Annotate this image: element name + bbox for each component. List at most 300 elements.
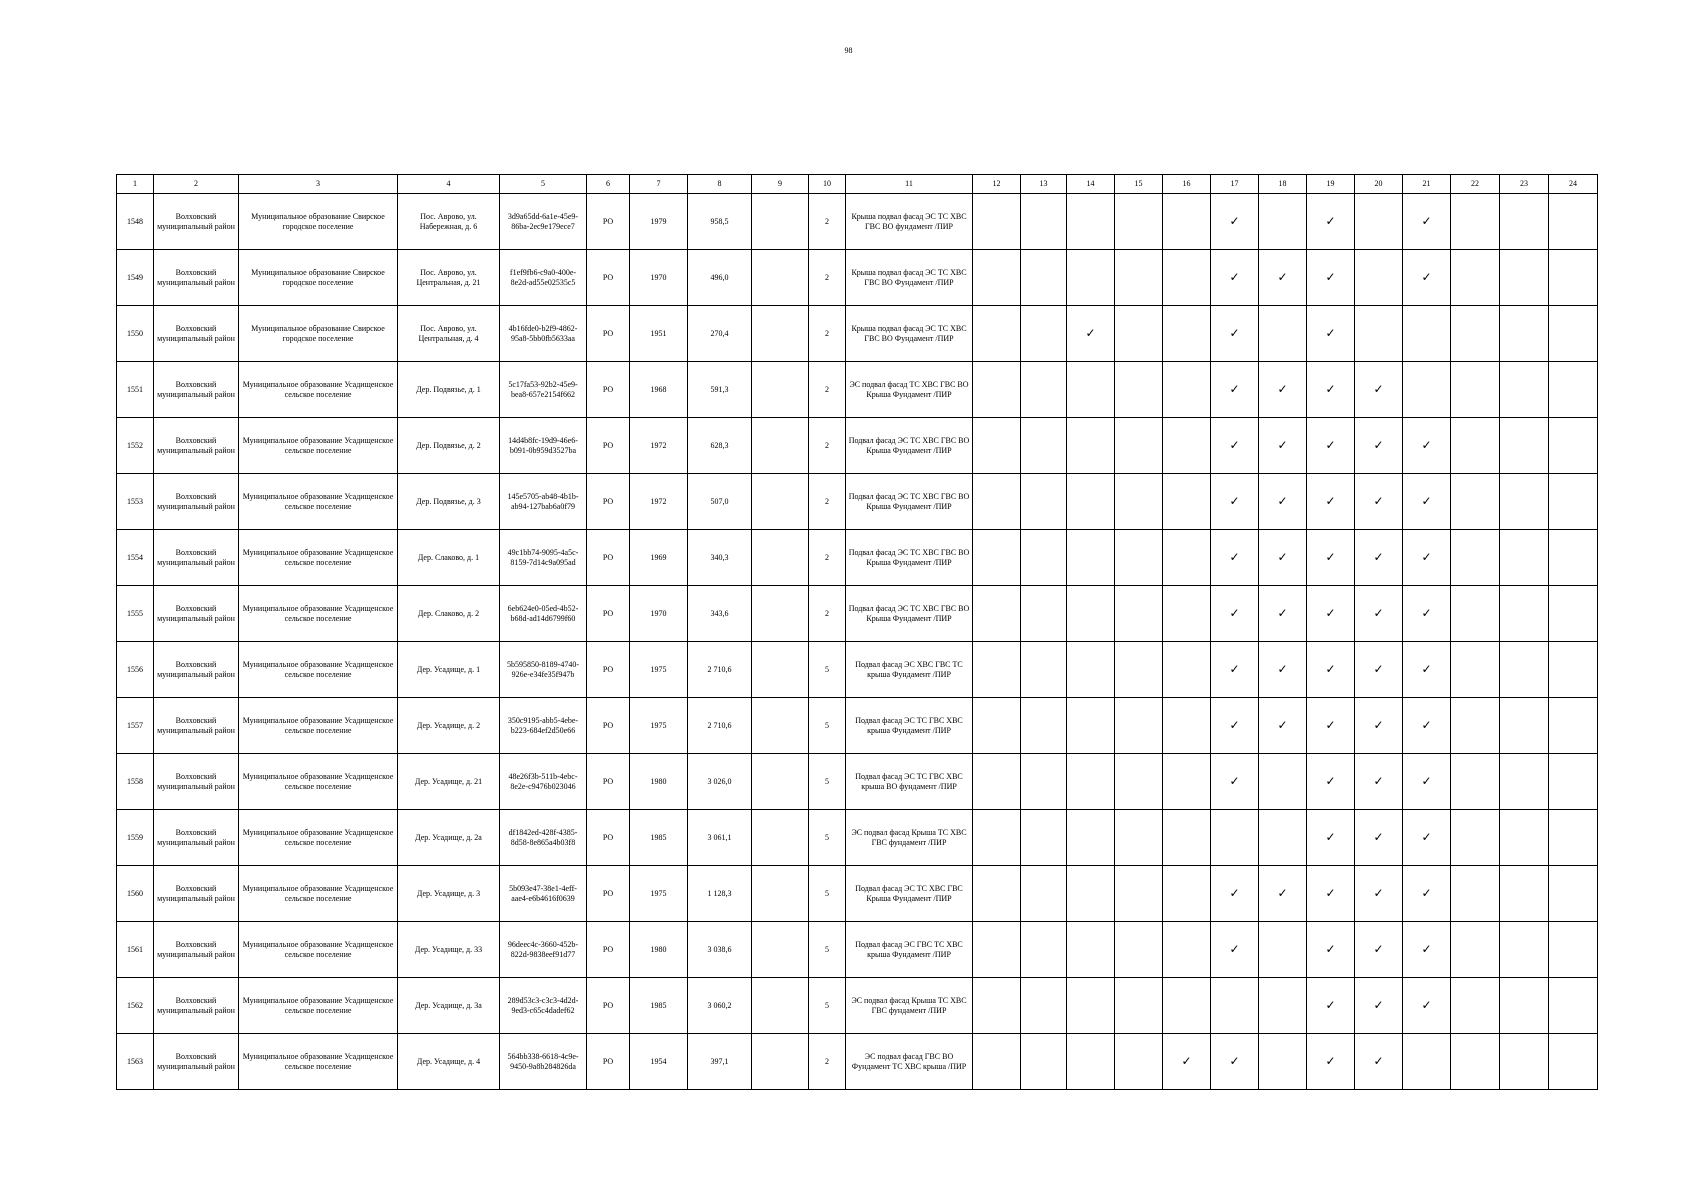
works-cell: ЭС подвал фасад Крыша ТС ХВС ГВС фундамент /ПИР [846,978,973,1034]
checkmark-icon: ✓ [1325,718,1336,732]
check-cell-16 [1163,1034,1211,1090]
check-cell-23 [1500,754,1549,810]
works-cell: Подвал фасад ЭС ТС ХВС ГВС ВО Крыша Фундамент /ПИР [846,530,973,586]
check-cell-13 [1021,418,1067,474]
checkmark-icon: ✓ [1421,438,1432,452]
works-cell: ЭС подвал фасад ГВС ВО Фундамент ТС ХВС крыша /ПИР [846,1034,973,1090]
floors-cell: 2 [809,586,846,642]
guid-cell: df1842ed-428f-4385-8d58-8e865a4b03f8 [500,810,587,866]
column-9-cell [752,418,809,474]
area-cell: 3 026,0 [688,754,752,810]
check-cell-21 [1403,362,1451,418]
check-cell-19 [1307,978,1355,1034]
address-cell: Дер. Усадище, д. 2 [398,698,500,754]
works-cell: Подвал фасад ЭС ТС ХВС ГВС ВО Крыша Фундамент /ПИР [846,586,973,642]
column-header: 13 [1021,175,1067,194]
check-cell-12 [973,1034,1021,1090]
type-cell: РО [587,362,630,418]
type-cell: РО [587,250,630,306]
district-cell: Волховский муниципальный район [154,1034,239,1090]
checkmark-icon: ✓ [1373,550,1384,564]
check-cell-19 [1307,362,1355,418]
address-cell: Дер. Слаково, д. 2 [398,586,500,642]
check-cell-24 [1549,250,1598,306]
floors-cell: 2 [809,418,846,474]
type-cell: РО [587,978,630,1034]
check-cell-19 [1307,810,1355,866]
works-cell: ЭС подвал фасад ТС ХВС ГВС ВО Крыша Фундамент /ПИР [846,362,973,418]
year-cell: 1985 [630,978,688,1034]
check-cell-16 [1163,306,1211,362]
municipality-cell: Муниципальное образование Усадищенское сельское поселение [239,642,398,698]
check-cell-12 [973,754,1021,810]
guid-cell: 564bb338-6618-4c9e-9450-9a8b284826da [500,1034,587,1090]
check-cell-24 [1549,474,1598,530]
district-cell: Волховский муниципальный район [154,250,239,306]
check-cell-22 [1451,642,1500,698]
check-cell-15 [1115,474,1163,530]
row-number: 1563 [117,1034,154,1090]
check-cell-20 [1355,250,1403,306]
works-cell: Подвал фасад ЭС ХВС ГВС ТС крыша Фундамент /ПИР [846,642,973,698]
check-cell-13 [1021,866,1067,922]
check-cell-21 [1403,418,1451,474]
check-cell-15 [1115,530,1163,586]
checkmark-icon: ✓ [1373,774,1384,788]
district-cell: Волховский муниципальный район [154,922,239,978]
check-cell-17 [1211,1034,1259,1090]
checkmark-icon: ✓ [1373,662,1384,676]
check-cell-15 [1115,362,1163,418]
municipality-cell: Муниципальное образование Усадищенское сельское поселение [239,866,398,922]
table-row [117,922,1598,978]
check-cell-18 [1259,586,1307,642]
check-cell-20 [1355,362,1403,418]
check-cell-21 [1403,698,1451,754]
check-cell-21 [1403,922,1451,978]
check-cell-17 [1211,978,1259,1034]
table-row [117,1034,1598,1090]
check-cell-19 [1307,698,1355,754]
check-cell-13 [1021,698,1067,754]
check-cell-16 [1163,418,1211,474]
check-cell-18 [1259,306,1307,362]
guid-cell: 145e5705-ab48-4b1b-ab94-127bab6a0f79 [500,474,587,530]
floors-cell: 5 [809,978,846,1034]
check-cell-23 [1500,866,1549,922]
table-row [117,866,1598,922]
check-cell-12 [973,250,1021,306]
type-cell: РО [587,866,630,922]
check-cell-19 [1307,866,1355,922]
column-header: 17 [1211,175,1259,194]
year-cell: 1972 [630,474,688,530]
column-9-cell [752,922,809,978]
check-cell-20 [1355,530,1403,586]
column-header: 18 [1259,175,1307,194]
year-cell: 1975 [630,642,688,698]
check-cell-22 [1451,474,1500,530]
checkmark-icon: ✓ [1373,942,1384,956]
column-header: 2 [154,175,239,194]
table-row [117,586,1598,642]
column-header: 20 [1355,175,1403,194]
district-cell: Волховский муниципальный район [154,586,239,642]
address-cell: Дер. Подвязье, д. 2 [398,418,500,474]
district-cell: Волховский муниципальный район [154,754,239,810]
check-cell-18 [1259,978,1307,1034]
floors-cell: 5 [809,698,846,754]
checkmark-icon: ✓ [1229,382,1240,396]
checkmark-icon: ✓ [1229,494,1240,508]
guid-cell: 49c1bb74-9095-4a5c-8159-7d14c9a095ad [500,530,587,586]
check-cell-15 [1115,810,1163,866]
column-9-cell [752,474,809,530]
check-cell-14 [1067,250,1115,306]
check-cell-19 [1307,418,1355,474]
year-cell: 1985 [630,810,688,866]
check-cell-18 [1259,194,1307,250]
check-cell-24 [1549,586,1598,642]
checkmark-icon: ✓ [1421,774,1432,788]
year-cell: 1979 [630,194,688,250]
table-row [117,362,1598,418]
checkmark-icon: ✓ [1325,326,1336,340]
checkmark-icon: ✓ [1229,1054,1240,1068]
header-row [117,175,1598,194]
check-cell-20 [1355,586,1403,642]
column-9-cell [752,530,809,586]
checkmark-icon: ✓ [1325,438,1336,452]
checkmark-icon: ✓ [1085,326,1096,340]
year-cell: 1975 [630,698,688,754]
check-cell-22 [1451,306,1500,362]
check-cell-14 [1067,418,1115,474]
check-cell-16 [1163,642,1211,698]
area-cell: 340,3 [688,530,752,586]
year-cell: 1970 [630,586,688,642]
checkmark-icon: ✓ [1325,550,1336,564]
check-cell-18 [1259,810,1307,866]
column-header: 19 [1307,175,1355,194]
municipality-cell: Муниципальное образование Усадищенское сельское поселение [239,418,398,474]
check-cell-17 [1211,810,1259,866]
check-cell-14 [1067,754,1115,810]
table-row [117,642,1598,698]
check-cell-17 [1211,250,1259,306]
floors-cell: 2 [809,306,846,362]
check-cell-15 [1115,866,1163,922]
check-cell-18 [1259,418,1307,474]
column-header: 4 [398,175,500,194]
check-cell-21 [1403,642,1451,698]
type-cell: РО [587,1034,630,1090]
check-cell-16 [1163,474,1211,530]
checkmark-icon: ✓ [1229,438,1240,452]
check-cell-23 [1500,194,1549,250]
register-table [116,174,1598,1090]
check-cell-20 [1355,418,1403,474]
checkmark-icon: ✓ [1277,494,1288,508]
address-cell: Пос. Аврово, ул. Центральная, д. 4 [398,306,500,362]
district-cell: Волховский муниципальный район [154,978,239,1034]
check-cell-12 [973,530,1021,586]
column-9-cell [752,586,809,642]
column-header: 16 [1163,175,1211,194]
area-cell: 507,0 [688,474,752,530]
check-cell-12 [973,698,1021,754]
guid-cell: 48e26f3b-511b-4ebc-8e2e-c9476b023046 [500,754,587,810]
municipality-cell: Муниципальное образование Свирское городское поселение [239,194,398,250]
floors-cell: 5 [809,866,846,922]
checkmark-icon: ✓ [1421,214,1432,228]
row-number: 1549 [117,250,154,306]
checkmark-icon: ✓ [1277,718,1288,732]
check-cell-22 [1451,194,1500,250]
year-cell: 1980 [630,922,688,978]
checkmark-icon: ✓ [1421,270,1432,284]
check-cell-13 [1021,306,1067,362]
check-cell-16 [1163,922,1211,978]
check-cell-22 [1451,810,1500,866]
works-cell: Подвал фасад ЭС ТС ХВС ГВС ВО Крыша Фундамент /ПИР [846,418,973,474]
check-cell-23 [1500,978,1549,1034]
works-cell: Подвал фасад ЭС ГВС ТС ХВС крыша Фундамент /ПИР [846,922,973,978]
check-cell-13 [1021,754,1067,810]
guid-cell: 5b093e47-38e1-4eff-aae4-e6b4616f0639 [500,866,587,922]
check-cell-17 [1211,586,1259,642]
checkmark-icon: ✓ [1421,550,1432,564]
check-cell-15 [1115,418,1163,474]
check-cell-17 [1211,642,1259,698]
checkmark-icon: ✓ [1325,942,1336,956]
row-number: 1552 [117,418,154,474]
checkmark-icon: ✓ [1421,942,1432,956]
check-cell-20 [1355,810,1403,866]
check-cell-23 [1500,418,1549,474]
check-cell-17 [1211,362,1259,418]
address-cell: Дер. Подвязье, д. 1 [398,362,500,418]
check-cell-23 [1500,530,1549,586]
type-cell: РО [587,306,630,362]
type-cell: РО [587,642,630,698]
check-cell-23 [1500,1034,1549,1090]
checkmark-icon: ✓ [1325,270,1336,284]
address-cell: Дер. Усадище, д. 4 [398,1034,500,1090]
column-header: 15 [1115,175,1163,194]
address-cell: Дер. Усадище, д. 3а [398,978,500,1034]
area-cell: 591,3 [688,362,752,418]
year-cell: 1975 [630,866,688,922]
guid-cell: 289d53c3-c3c3-4d2d-9ed3-c65c4dadef62 [500,978,587,1034]
check-cell-16 [1163,698,1211,754]
check-cell-22 [1451,250,1500,306]
row-number: 1561 [117,922,154,978]
checkmark-icon: ✓ [1421,718,1432,732]
checkmark-icon: ✓ [1373,998,1384,1012]
municipality-cell: Муниципальное образование Усадищенское сельское поселение [239,1034,398,1090]
column-header: 6 [587,175,630,194]
check-cell-21 [1403,306,1451,362]
check-cell-16 [1163,250,1211,306]
district-cell: Волховский муниципальный район [154,194,239,250]
row-number: 1550 [117,306,154,362]
check-cell-17 [1211,474,1259,530]
check-cell-21 [1403,866,1451,922]
check-cell-19 [1307,922,1355,978]
municipality-cell: Муниципальное образование Усадищенское сельское поселение [239,362,398,418]
check-cell-12 [973,474,1021,530]
checkmark-icon: ✓ [1325,382,1336,396]
works-cell: Подвал фасад ЭС ТС ГВС ХВС крыша Фундамент /ПИР [846,698,973,754]
checkmark-icon: ✓ [1373,382,1384,396]
check-cell-21 [1403,1034,1451,1090]
check-cell-18 [1259,866,1307,922]
checkmark-icon: ✓ [1229,550,1240,564]
district-cell: Волховский муниципальный район [154,810,239,866]
check-cell-15 [1115,698,1163,754]
area-cell: 343,6 [688,586,752,642]
check-cell-23 [1500,922,1549,978]
type-cell: РО [587,530,630,586]
column-header: 14 [1067,175,1115,194]
check-cell-13 [1021,250,1067,306]
checkmark-icon: ✓ [1373,1054,1384,1068]
checkmark-icon: ✓ [1421,662,1432,676]
check-cell-21 [1403,586,1451,642]
check-cell-22 [1451,978,1500,1034]
check-cell-19 [1307,1034,1355,1090]
check-cell-15 [1115,194,1163,250]
checkmark-icon: ✓ [1421,606,1432,620]
check-cell-12 [973,866,1021,922]
row-number: 1557 [117,698,154,754]
check-cell-19 [1307,474,1355,530]
row-number: 1560 [117,866,154,922]
table-row [117,306,1598,362]
check-cell-13 [1021,810,1067,866]
check-cell-21 [1403,810,1451,866]
guid-cell: 350c9195-abb5-4ebe-b223-684ef2d50e66 [500,698,587,754]
checkmark-icon: ✓ [1229,774,1240,788]
check-cell-19 [1307,306,1355,362]
district-cell: Волховский муниципальный район [154,362,239,418]
checkmark-icon: ✓ [1421,998,1432,1012]
table-row [117,530,1598,586]
checkmark-icon: ✓ [1229,886,1240,900]
checkmark-icon: ✓ [1181,1054,1192,1068]
checkmark-icon: ✓ [1325,774,1336,788]
guid-cell: 5c17fa53-92b2-45e9-bea8-657e2154f662 [500,362,587,418]
year-cell: 1980 [630,754,688,810]
address-cell: Дер. Усадище, д. 21 [398,754,500,810]
floors-cell: 5 [809,754,846,810]
check-cell-13 [1021,642,1067,698]
floors-cell: 2 [809,474,846,530]
check-cell-22 [1451,698,1500,754]
check-cell-22 [1451,922,1500,978]
municipality-cell: Муниципальное образование Свирское городское поселение [239,306,398,362]
check-cell-12 [973,306,1021,362]
check-cell-24 [1549,866,1598,922]
check-cell-21 [1403,194,1451,250]
check-cell-13 [1021,586,1067,642]
check-cell-20 [1355,866,1403,922]
works-cell: ЭС подвал фасад Крыша ТС ХВС ГВС фундамент /ПИР [846,810,973,866]
checkmark-icon: ✓ [1421,830,1432,844]
floors-cell: 5 [809,922,846,978]
check-cell-21 [1403,754,1451,810]
check-cell-20 [1355,698,1403,754]
checkmark-icon: ✓ [1229,214,1240,228]
checkmark-icon: ✓ [1277,662,1288,676]
check-cell-24 [1549,306,1598,362]
check-cell-24 [1549,978,1598,1034]
municipality-cell: Муниципальное образование Усадищенское сельское поселение [239,810,398,866]
table-row [117,474,1598,530]
column-9-cell [752,698,809,754]
check-cell-17 [1211,530,1259,586]
check-cell-12 [973,978,1021,1034]
check-cell-24 [1549,810,1598,866]
check-cell-23 [1500,810,1549,866]
check-cell-16 [1163,866,1211,922]
address-cell: Дер. Усадище, д. 33 [398,922,500,978]
check-cell-18 [1259,1034,1307,1090]
municipality-cell: Муниципальное образование Усадищенское сельское поселение [239,922,398,978]
checkmark-icon: ✓ [1373,718,1384,732]
year-cell: 1951 [630,306,688,362]
table-row [117,698,1598,754]
column-header: 22 [1451,175,1500,194]
type-cell: РО [587,194,630,250]
check-cell-14 [1067,1034,1115,1090]
check-cell-23 [1500,306,1549,362]
check-cell-13 [1021,1034,1067,1090]
column-header: 5 [500,175,587,194]
address-cell: Дер. Слаково, д. 1 [398,530,500,586]
area-cell: 3 061,1 [688,810,752,866]
floors-cell: 2 [809,530,846,586]
checkmark-icon: ✓ [1277,438,1288,452]
check-cell-18 [1259,698,1307,754]
type-cell: РО [587,474,630,530]
check-cell-18 [1259,250,1307,306]
checkmark-icon: ✓ [1421,494,1432,508]
check-cell-15 [1115,922,1163,978]
check-cell-15 [1115,250,1163,306]
check-cell-23 [1500,474,1549,530]
municipality-cell: Муниципальное образование Свирское городское поселение [239,250,398,306]
check-cell-18 [1259,530,1307,586]
check-cell-14 [1067,642,1115,698]
works-cell: Подвал фасад ЭС ТС ХВС ГВС ВО Крыша Фундамент /ПИР [846,474,973,530]
check-cell-22 [1451,362,1500,418]
guid-cell: f1ef9fb6-c9a0-400e-8e2d-ad55e02535c5 [500,250,587,306]
works-cell: Подвал фасад ЭС ТС ХВС ГВС Крыша Фундамент /ПИР [846,866,973,922]
check-cell-17 [1211,922,1259,978]
check-cell-19 [1307,250,1355,306]
area-cell: 397,1 [688,1034,752,1090]
check-cell-15 [1115,642,1163,698]
check-cell-17 [1211,754,1259,810]
area-cell: 958,5 [688,194,752,250]
check-cell-17 [1211,698,1259,754]
checkmark-icon: ✓ [1277,886,1288,900]
municipality-cell: Муниципальное образование Усадищенское сельское поселение [239,754,398,810]
checkmark-icon: ✓ [1325,1054,1336,1068]
check-cell-14 [1067,194,1115,250]
